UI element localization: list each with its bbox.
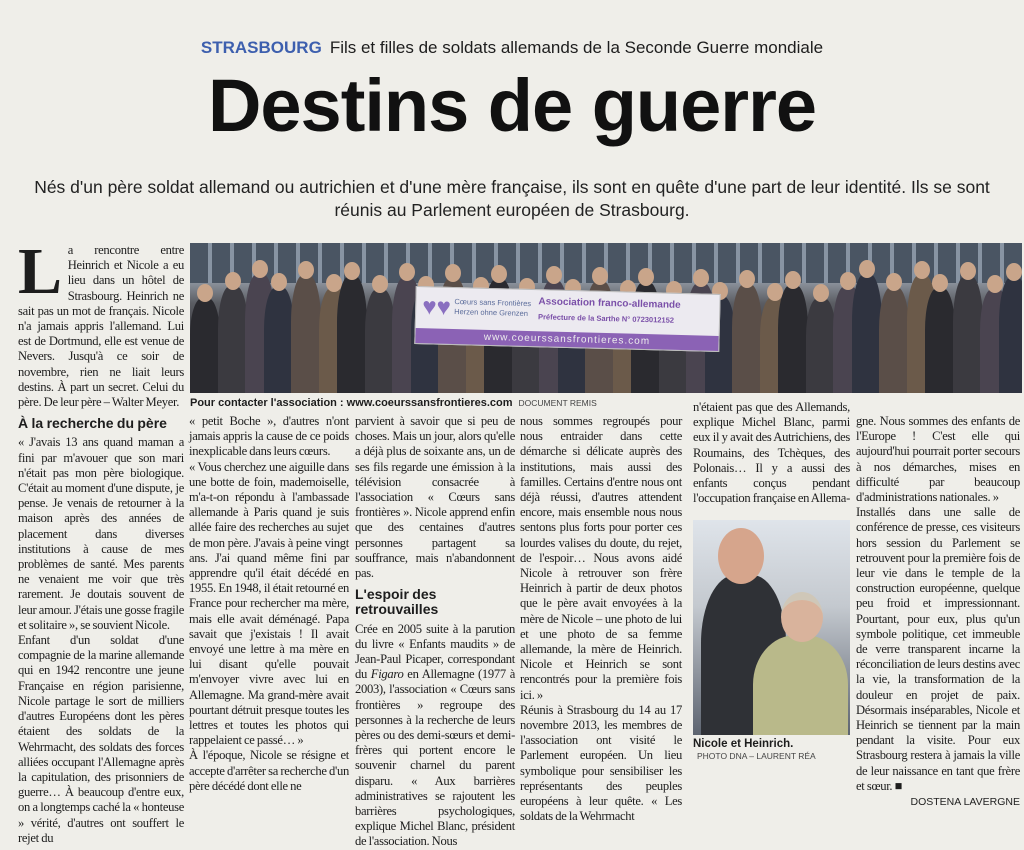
person-silhouette [264, 287, 294, 393]
paragraph: Installés dans une salle de conférence de presse, ces visiteurs hors session du Parlement se retrouvent pour la première fois de leur vie dans le temple de la construction européenne, quelque peu froid et impressionnant. Pourtant, pour eux, plus qu'un symbole politique, cet immeuble de verre transparent incarne la réconciliation de leurs destins avec la vie, la transformation de la douleur en projet de paix. Désormais inséparables, Nicole et Heinrich se tiennent par la main pendant la visite. Pour eux Strasbourg restera à jamais la ville de leur naissance en tant que frère et sœur. ■ [856, 505, 1020, 793]
column-5 [693, 400, 850, 506]
subheading: À la recherche du père [18, 415, 167, 432]
paragraph [355, 622, 515, 850]
caption-text: Nicole et Heinrich. [693, 738, 794, 750]
person-head [399, 263, 415, 281]
portrait-photo [693, 520, 850, 735]
column-3 [355, 414, 515, 850]
location-label: STRASBOURG [200, 38, 322, 57]
drop-cap: L [18, 235, 62, 308]
banner-registration: Préfecture de la Sarthe N° 0723012152 [537, 312, 675, 325]
man-head [718, 528, 764, 584]
kicker-text: Fils et filles de soldats allemands de la Seconde Guerre mondiale [329, 38, 824, 57]
column-2 [189, 414, 349, 794]
paragraph: « Vous cherchez une aiguille dans une botte de foin, mademoiselle, m'a-t-on répondu à l'ambassade allemande à Paris quand je suis allée faire des recherches au sujet de mon père. J'avais à peine vingt ans. J'ai quand même fini par apprendre qu'il était décédé en 1955. En 1948, il était retourné en France pour rechercher ma mère, mais elle avait déménagé. Papa savait que j'existais ! Il avait envoyé une lettre à ma mère en lui disant qu'elle pouvait m'envoyer vivre avec lui en Allemagne. Ma grand-mère avait pourtant détruit presque toutes les lettres et toutes les photos qui rappelaient ce passé… » [189, 459, 349, 748]
banner-logo-line: Cœurs sans Frontières [454, 297, 532, 309]
person-silhouette [999, 277, 1023, 393]
person-head [932, 274, 948, 292]
column-1 [18, 235, 184, 846]
intro-paragraph: a rencontre entre Heinrich et Nicole a eu lieu dans un hôtel de Strasbourg. Heinrich ne sait pas un mot de français. Nicole n'a jamais appris l'allemand. Lui est de Dortmund, elle est venue de Nevers. Jusqu'à ce soir de novembre, rien ne liait leurs destins. À part un secret. Celui du père. De leur père – Walter Meyer. [18, 243, 184, 410]
person-head [372, 275, 388, 293]
person-head [987, 275, 1003, 293]
banner-logo [454, 297, 534, 319]
newspaper-name: Figaro [370, 667, 404, 682]
woman-head [781, 592, 823, 642]
person-head [546, 266, 562, 284]
person-silhouette [291, 275, 321, 393]
association-banner [414, 286, 720, 352]
paragraph: parvient à savoir que si peu de choses. Mais un jour, alors qu'elle a déjà plus de soixante ans, un de ses fils regarde une émission à la télévision consacrée à l'association « Cœurs sans frontières ». Nicole apprend enfin que des centaines d'autres personnes partagent sa souffrance, mais n'abandonnent pas. [355, 414, 515, 581]
byline: DOSTENA LAVERGNE [910, 796, 1020, 809]
person-silhouette [852, 274, 882, 393]
person-head [491, 265, 507, 283]
person-head [225, 272, 241, 290]
person-silhouette [365, 289, 395, 393]
person-head [840, 272, 856, 290]
person-head [298, 261, 314, 279]
person-head [197, 284, 213, 302]
person-head [859, 260, 875, 278]
text-run: Crée en 2005 suite à la parution du livre « Enfants maudits » de Jean-Paul Picaper, correspondant du [355, 621, 515, 682]
portrait-caption [693, 738, 816, 762]
banner-title: Association franco-allemande [538, 296, 681, 311]
person-head [914, 261, 930, 279]
paragraph: gne. Nous sommes des enfants de l'Europe ! C'est elle qui aujourd'hui pourrait porter secours à nos démarches, mises en difficulté par beaucoup d'administrations nationales. » [856, 414, 1020, 505]
headline: Destins de guerre [207, 64, 817, 147]
column-4 [520, 414, 682, 824]
paragraph: « J'avais 13 ans quand maman a fini par m'avouer que son mari n'était pas mon père biologique. C'était au moment d'une dispute, je pense. Je venais de retourner à la maison après des années de placement dans diverses institutions à cause de mes problèmes de santé. Mes parents ne venaient me voir que très rarement. Je doutais souvent de leur amour. J'étais une gosse fragile et solitaire », se souvient Nicole. [18, 435, 184, 632]
person-silhouette [806, 298, 836, 393]
person-head [445, 264, 461, 282]
paragraph: « petit Boche », d'autres n'ont jamais appris la cause de ce poids inexplicable dans leurs cœurs. [189, 414, 349, 459]
person-silhouette [953, 276, 983, 393]
banner-logo-line: Herzen ohne Grenzen [454, 307, 529, 318]
person-head [592, 267, 608, 285]
hearts-logo-icon: ♥♥ [421, 294, 452, 321]
person-head [326, 274, 342, 292]
subheading: L'espoir des retrouvailles [355, 586, 439, 618]
text-run: en Allemagne (1977 à 2003), l'association « Cœurs sans frontières » regroupe des personnes à la recherche de leurs pères ou des demi-sœurs et demi-frères qui portent encore le souvenir charnel du parent disparu. « Aux barrières administratives se rajoutent les barrières psychologiques, explique Michel Blanc, président de l'association. Nous [355, 667, 515, 849]
photo-caption [190, 397, 597, 410]
caption-text: Pour contacter l'association : www.coeurssansfrontieres.com [190, 397, 513, 409]
person-silhouette [218, 286, 248, 393]
paragraph: nous sommes regroupés pour nous entraider dans cette démarche si délicate auprès des institutions, mais aussi des familles. Certains d'entre nous ont déjà réussi, d'autres attendent encore, mais ensemble nous nous sentons plus forts pour porter ces lourdes valises du doute, du rejet, de l'espoir… Nous avons aidé Nicole à retrouver son frère Heinrich à partir de deux photos que le père avait envoyées à la mère de Nicole – une photo de lui et une photo de sa femme allemande, la mère de Heinrich. Nicole et Heinrich se sont rencontrés pour la première fois ici. » [520, 414, 682, 702]
person-head [886, 273, 902, 291]
paragraph: À l'époque, Nicole se résigne et accepte d'arrêter sa recherche d'un père décédé dont elle ne [189, 748, 349, 793]
group-photo [190, 243, 1022, 393]
person-silhouette [879, 287, 909, 393]
person-silhouette [732, 284, 762, 393]
column-6 [856, 414, 1020, 809]
person-head [693, 269, 709, 287]
photo-credit: PHOTO DNA – LAURENT RÉA [697, 751, 816, 761]
person-silhouette [778, 285, 808, 393]
person-silhouette [337, 276, 367, 393]
photo-credit: DOCUMENT REMIS [518, 398, 597, 408]
person-silhouette [190, 298, 220, 393]
person-head [785, 271, 801, 289]
paragraph: Réunis à Strasbourg du 14 au 17 novembre 2013, les membres de l'association ont visité le Parlement européen. Un lieu symbolique pour sensibiliser les représentants des peuples européens à leur quête. « Les soldats de la Wehrmacht [520, 702, 682, 824]
paragraph: Enfant d'un soldat d'une compagnie de la marine allemande qui en 1942 rencontre une jeune Française en région parisienne, Nicole partage le sort de milliers d'autres Européens dont les pères étaient des soldats de la Wehrmacht, des soldats des forces alliées occupant l'Allemagne après la capitulation, des prisonniers de guerre… À beaucoup d'entre eux, on a longtemps caché la « honteuse » vérité, d'autres ont souffert le rejet du [18, 633, 184, 845]
person-head [960, 262, 976, 280]
person-head [252, 260, 268, 278]
person-head [638, 268, 654, 286]
kicker [0, 38, 1024, 58]
person-head [344, 262, 360, 280]
person-head [271, 273, 287, 291]
standfirst: Nés d'un père soldat allemand ou autrichien et d'une mère française, ils sont en quête d'une part de leur identité. Ils se sont réunis au Parlement européen de Strasbourg. [34, 177, 990, 220]
banner-url: www.coeurssansfrontieres.com [415, 328, 718, 351]
person-head [1006, 263, 1022, 281]
person-head [813, 284, 829, 302]
woman-figure [753, 635, 848, 735]
paragraph: n'étaient pas que des Allemands, explique Michel Blanc, parmi eux il y avait des Autrichiens, des Roumains, des Tchèques, des Polonais… Il y a aussi des enfants conçus pendant l'occupation française en Allema- [693, 400, 850, 506]
person-silhouette [925, 288, 955, 393]
person-head [739, 270, 755, 288]
